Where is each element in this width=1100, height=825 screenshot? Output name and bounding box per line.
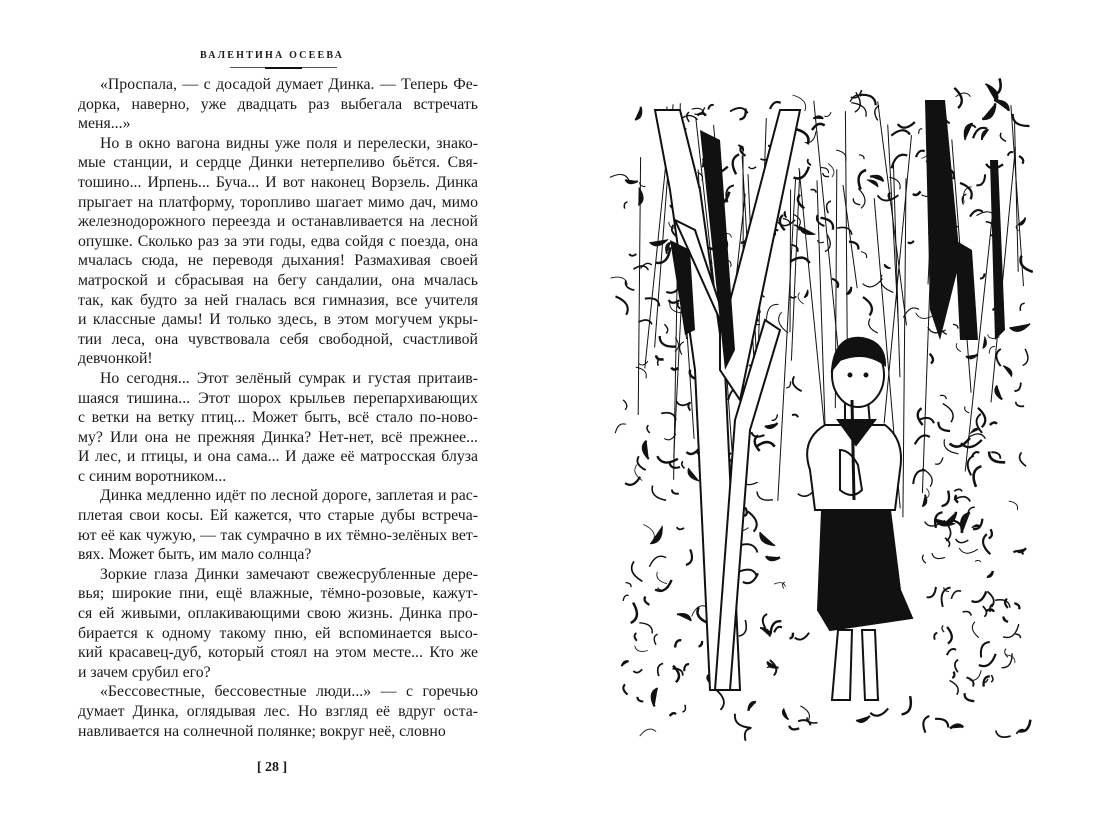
leaf-stroke: [670, 713, 676, 716]
leaf-stroke: [684, 664, 689, 671]
branch-stroke: [799, 168, 826, 441]
leaf-stroke: [748, 511, 757, 531]
leaf-stroke: [836, 150, 846, 161]
leaf-stroke: [991, 452, 1000, 459]
leaf-stroke: [760, 628, 770, 637]
leaf-stroke: [749, 702, 757, 711]
text-line: матроской и сбрасывая на бегу сандалии, она мчалась: [78, 271, 478, 289]
leaf-stroke: [861, 252, 867, 258]
leaf-stroke: [756, 442, 775, 447]
text-line: шаяся тишина... Этот шорох крыльев перепархивающих: [78, 389, 478, 407]
leaf-stroke: [965, 693, 975, 701]
leaf-stroke: [947, 649, 956, 655]
leaf-stroke: [658, 663, 663, 676]
leaf-stroke: [996, 349, 1000, 366]
leaf-stroke: [982, 130, 989, 140]
text-line: мчалась сюда, не переводя дыхания! Размахивая своей: [78, 252, 478, 270]
leaf-stroke: [856, 716, 869, 722]
leaf-stroke: [989, 529, 992, 538]
leaf-stroke: [950, 681, 959, 695]
leaf-stroke: [795, 633, 809, 640]
leaf-stroke: [817, 240, 824, 243]
text-line: плетая свои косы. Ей кажется, что старые дубы встреча-: [78, 507, 478, 525]
text-line: ся ей живыми, оплакивающими свою жизнь. Динка про-: [78, 605, 478, 623]
leaf-stroke: [860, 95, 876, 105]
leaf-stroke: [908, 241, 914, 243]
leaf-stroke: [972, 452, 980, 457]
leaf-stroke: [688, 468, 699, 481]
text-line: вях. Может быть, им мало солнца?: [78, 546, 312, 564]
leaf-stroke: [983, 606, 987, 617]
leaf-stroke: [798, 293, 804, 305]
leaf-stroke: [688, 402, 690, 410]
leaf-stroke: [749, 167, 757, 169]
leaf-stroke: [960, 183, 972, 199]
leaf-stroke: [966, 677, 973, 686]
leaf-stroke: [735, 714, 752, 728]
text-line: кий красавец-дуб, который стоял на этом месте... Кто же: [78, 644, 478, 662]
leaf-stroke: [918, 408, 923, 425]
leaf-stroke: [902, 696, 911, 714]
leaf-stroke: [942, 625, 944, 632]
leaf-stroke: [913, 191, 921, 195]
leaf-stroke: [772, 414, 778, 420]
leaf-stroke: [975, 560, 981, 562]
leaf-stroke: [1013, 114, 1030, 126]
leaf-stroke: [970, 428, 980, 434]
leaf-stroke: [870, 708, 888, 715]
leaf-stroke: [891, 130, 910, 135]
leaf-stroke: [996, 731, 1011, 738]
leaf-stroke: [962, 194, 966, 204]
leaf-stroke: [1023, 349, 1028, 366]
leaf-stroke: [623, 684, 627, 694]
text-line: железнодорожного переезда и останавливается на лесной: [78, 213, 478, 231]
leaf-stroke: [672, 490, 679, 494]
leaf-stroke: [1014, 603, 1019, 609]
text-line: прыгает на платформу, торопливо шагает мимо дач, мимо: [78, 193, 478, 211]
leaf-stroke: [622, 661, 629, 666]
leaf-stroke: [650, 526, 662, 544]
leaf-stroke: [1009, 501, 1018, 510]
leaf-stroke: [932, 553, 945, 558]
leaf-stroke: [790, 633, 793, 639]
header-rule: [230, 67, 337, 68]
text-line: дорка, наверно, уже двадцать раз выбегала встречать: [78, 95, 478, 113]
leaf-stroke: [916, 151, 925, 158]
leaf-stroke: [950, 438, 970, 447]
leaf-stroke: [799, 226, 815, 235]
text-line: ют её как чужую, — так сумрачно в их тёмно-зелёных вет-: [78, 526, 478, 544]
leaf-stroke: [669, 300, 680, 303]
text-line: вья; широкие пни, ещё влажные, тёмно-розовые, кажут-: [78, 585, 478, 603]
text-line: бирается к одному такому пню, ей вспоминается высо-: [78, 624, 478, 642]
leaf-stroke: [794, 167, 809, 179]
leaf-stroke: [649, 556, 666, 567]
leaf-stroke: [623, 595, 628, 601]
leaf-stroke: [635, 633, 637, 641]
leaf-stroke: [645, 597, 650, 605]
leaf-stroke: [671, 368, 678, 370]
leaf-stroke: [625, 280, 634, 290]
leaf-stroke: [982, 103, 995, 119]
leaf-stroke: [867, 180, 878, 187]
leaf-stroke: [780, 215, 785, 230]
leaf-stroke: [794, 225, 799, 230]
leaf-stroke: [716, 690, 724, 710]
leaf-stroke: [853, 198, 860, 204]
girl-figure: [807, 338, 912, 700]
leaf-stroke: [637, 456, 645, 470]
leaf-stroke: [1008, 152, 1013, 156]
leaf-stroke: [954, 489, 962, 491]
leaf-stroke: [959, 548, 978, 553]
leaf-stroke: [869, 319, 878, 334]
leaf-stroke: [823, 173, 829, 177]
leaf-stroke: [832, 279, 838, 288]
branch-stroke: [791, 171, 799, 360]
leaf-stroke: [657, 572, 667, 584]
leaf-stroke: [991, 675, 993, 682]
leaf-stroke: [990, 423, 997, 425]
leaf-stroke: [745, 728, 751, 741]
leaf-stroke: [821, 218, 834, 230]
leaf-stroke: [968, 434, 985, 439]
leaf-stroke: [790, 296, 796, 298]
leaf-stroke: [952, 672, 954, 678]
leaf-stroke: [972, 622, 979, 638]
leaf-stroke: [670, 463, 680, 468]
leaf-stroke: [974, 466, 982, 487]
text-line: Зоркие глаза Динки замечают свежесрубленные дере-: [100, 565, 478, 583]
leaf-stroke: [950, 725, 963, 729]
leaf-stroke: [783, 709, 789, 720]
text-line: И лес, и птицы, и она сама... И даже её матросская блуза: [78, 448, 478, 466]
leaf-stroke: [765, 423, 777, 428]
leaf-stroke: [827, 201, 831, 213]
leaf-stroke: [1016, 402, 1024, 407]
leaf-stroke: [942, 491, 949, 507]
leaf-stroke: [652, 688, 658, 706]
text-line: и классные дамы! И только здесь, в этом могучем укры-: [78, 311, 478, 329]
leaf-stroke: [812, 124, 825, 130]
text-line: Но в окно вагона видны уже поля и перелески, знако-: [100, 134, 478, 152]
leaf-stroke: [973, 519, 982, 529]
text-line: «Проспала, — с досадой думает Динка. — Теперь Фе-: [100, 76, 478, 93]
leaf-stroke: [767, 304, 779, 319]
leaf-stroke: [965, 407, 970, 413]
leaf-stroke: [708, 105, 713, 110]
leaf-stroke: [1003, 624, 1019, 638]
leaf-stroke: [976, 174, 985, 185]
leaf-stroke: [1000, 133, 1006, 142]
text-line: меня...»: [78, 115, 131, 133]
leaf-stroke: [682, 461, 685, 468]
leaf-stroke: [881, 275, 894, 293]
leaf-stroke: [789, 726, 799, 730]
leaf-stroke: [626, 179, 638, 183]
leaf-stroke: [922, 495, 926, 507]
leaf-stroke: [635, 107, 641, 120]
leaf-stroke: [927, 587, 936, 597]
leaf-stroke: [987, 571, 993, 577]
leaf-stroke: [625, 477, 640, 485]
leaf-stroke: [660, 336, 676, 347]
text-line: с ветки на ветку птиц... Может быть, всё стало по-ново-: [78, 409, 478, 427]
leaf-stroke: [922, 555, 926, 563]
leaf-stroke: [647, 425, 650, 433]
leaf-stroke: [913, 470, 925, 484]
text-line: думает Динка, оглядывая лес. Но взгляд её вдруг оста-: [78, 703, 478, 720]
leaf-stroke: [915, 435, 930, 444]
leaf-stroke: [859, 170, 867, 190]
leaf-stroke: [951, 591, 961, 599]
leaf-stroke: [790, 258, 809, 264]
leaf-stroke: [675, 640, 681, 647]
leaf-stroke: [947, 627, 952, 644]
leaf-stroke: [675, 337, 679, 351]
text-line: девчонкой!: [78, 350, 153, 368]
text-line: му? Или она не прежняя Динка? Нет-нет, всё прежнее...: [78, 428, 478, 446]
leaf-stroke: [766, 556, 780, 560]
leaf-stroke: [616, 296, 628, 314]
leaf-stroke: [935, 719, 948, 728]
leaf-stroke: [942, 587, 951, 607]
leaf-stroke: [940, 395, 946, 399]
text-line: опушке. Сколько раз за эти годы, едва сойдя с поезда, она: [78, 232, 478, 250]
leaf-stroke: [760, 532, 775, 545]
leaf-stroke: [664, 324, 667, 333]
branch-stroke: [884, 135, 911, 423]
leaf-stroke: [652, 486, 666, 501]
leaf-stroke: [813, 116, 823, 119]
leaf-stroke: [677, 614, 691, 621]
leaf-stroke: [774, 627, 782, 633]
leaf-stroke: [1005, 649, 1008, 658]
branch-stroke: [790, 190, 791, 333]
leaf-stroke: [919, 129, 923, 134]
leaf-stroke: [956, 343, 961, 351]
leaf-stroke: [863, 297, 872, 315]
leaf-stroke: [1020, 303, 1024, 311]
leaf-stroke: [687, 112, 690, 122]
text-line: навливается на солнечной полянке; вокруг неё, словно: [78, 722, 446, 740]
leaf-stroke: [640, 729, 656, 736]
leaf-stroke: [629, 254, 636, 256]
leaf-stroke: [989, 346, 995, 353]
forest-girl-illustration: [600, 70, 1050, 750]
leaf-stroke: [808, 159, 811, 165]
text-line: Динка медленно идёт по лесной дороге, заплетая и рас-: [100, 487, 478, 505]
text-line: мые станции, и сердце Динки нетерпеливо бьётся. Свя-: [78, 154, 478, 172]
leaf-stroke: [643, 525, 654, 542]
leaf-stroke: [751, 432, 764, 437]
leaf-stroke: [980, 273, 985, 278]
leaf-stroke: [1014, 383, 1020, 391]
text-line: тошино... Ирпень... Буча... И вот наконец Ворзель. Динка: [78, 173, 478, 191]
leaf-stroke: [626, 583, 632, 588]
leaf-stroke: [824, 112, 831, 116]
leaf-stroke: [784, 211, 786, 217]
branch-stroke: [903, 178, 906, 517]
leaf-stroke: [792, 415, 798, 418]
leaf-stroke: [1004, 617, 1009, 622]
text-line: с синим воротником...: [78, 467, 227, 485]
leaf-stroke: [739, 620, 746, 636]
leaf-stroke: [935, 457, 943, 464]
text-line: и зачем срубил его?: [78, 663, 211, 681]
leaf-stroke: [981, 642, 990, 658]
leaf-stroke: [631, 603, 637, 623]
text-line: так, как будто за ней гналась вся гимназия, все учителя: [78, 291, 478, 309]
leaf-stroke: [624, 202, 627, 209]
leaf-stroke: [678, 303, 681, 309]
leaf-stroke: [639, 361, 648, 365]
leaf-stroke: [623, 400, 627, 410]
leaf-stroke: [978, 408, 985, 427]
leaf-stroke: [983, 337, 987, 349]
leaf-stroke: [793, 95, 806, 111]
leaf-stroke: [632, 561, 643, 581]
page-number: [ 28 ]: [256, 760, 288, 775]
leaf-stroke: [683, 705, 686, 712]
leaf-stroke: [807, 717, 818, 723]
leaf-stroke: [955, 660, 958, 673]
leaf-stroke: [796, 129, 808, 144]
text-line: тии леса, она чувствовала себя свободной, счастливой: [78, 330, 478, 348]
leaf-stroke: [1003, 366, 1012, 377]
leaf-stroke: [686, 549, 692, 565]
leaf-stroke: [1005, 599, 1008, 608]
leaf-stroke: [898, 122, 915, 128]
leaf-stroke: [863, 279, 883, 287]
leaf-stroke: [849, 242, 858, 250]
leaf-stroke: [733, 154, 739, 174]
leaf-stroke: [650, 239, 669, 246]
leaf-stroke: [615, 424, 626, 433]
leaf-stroke: [1019, 156, 1023, 164]
leaf-stroke: [635, 646, 648, 652]
leaf-stroke: [858, 188, 865, 208]
leaf-stroke: [677, 527, 684, 529]
leaf-stroke: [636, 367, 647, 378]
leaf-stroke: [1020, 452, 1027, 466]
leaf-stroke: [739, 570, 756, 577]
leaf-stroke: [757, 492, 773, 501]
branch-stroke: [645, 148, 668, 369]
leaf-stroke: [804, 290, 808, 298]
branch-stroke: [845, 111, 847, 352]
leaf-stroke: [927, 488, 930, 497]
leaf-stroke: [821, 168, 829, 174]
leaf-stroke: [793, 376, 802, 391]
text-line: «Бессовестные, бессовестные люди...» — с горечью: [100, 683, 478, 701]
leaf-stroke: [680, 342, 684, 355]
leaf-stroke: [639, 623, 652, 634]
leaf-stroke: [954, 88, 962, 108]
leaf-stroke: [885, 264, 891, 268]
leaf-stroke: [637, 697, 643, 702]
leaf-stroke: [955, 495, 958, 502]
text-line: Но сегодня... Этот зелёный сумрак и густая притаив-: [100, 369, 478, 387]
leaf-stroke: [923, 716, 929, 733]
leaf-stroke: [811, 190, 817, 193]
leaf-stroke: [930, 354, 933, 364]
leaf-stroke: [1015, 634, 1020, 638]
branch-stroke: [1011, 105, 1024, 286]
leaf-stroke: [972, 591, 987, 602]
running-head-author: ВАЛЕНТИНА ОСЕЕВА: [199, 50, 345, 61]
leaf-stroke: [661, 413, 676, 420]
leaf-stroke: [657, 456, 678, 462]
leaf-stroke: [934, 633, 937, 640]
leaf-stroke: [699, 641, 703, 647]
leaf-stroke: [633, 669, 642, 672]
leaf-stroke: [654, 634, 657, 645]
leaf-stroke: [828, 164, 834, 178]
leaf-stroke: [995, 386, 1002, 400]
leaf-stroke: [740, 108, 746, 119]
leaf-stroke: [943, 404, 953, 423]
leaf-stroke: [643, 441, 649, 459]
leaf-stroke: [859, 155, 864, 159]
leaf-stroke: [953, 324, 958, 328]
leaf-stroke: [956, 539, 969, 543]
leaf-stroke: [770, 102, 781, 109]
body-text: [78, 75, 478, 741]
branch-stroke: [843, 185, 857, 288]
leaf-stroke: [763, 614, 767, 628]
leaf-stroke: [922, 469, 932, 487]
leaf-stroke: [938, 422, 950, 431]
leaf-stroke: [1010, 324, 1030, 332]
leaf-stroke: [786, 381, 790, 387]
leaf-stroke: [963, 612, 972, 616]
leaf-stroke: [655, 580, 672, 591]
leaf-stroke: [956, 93, 971, 97]
